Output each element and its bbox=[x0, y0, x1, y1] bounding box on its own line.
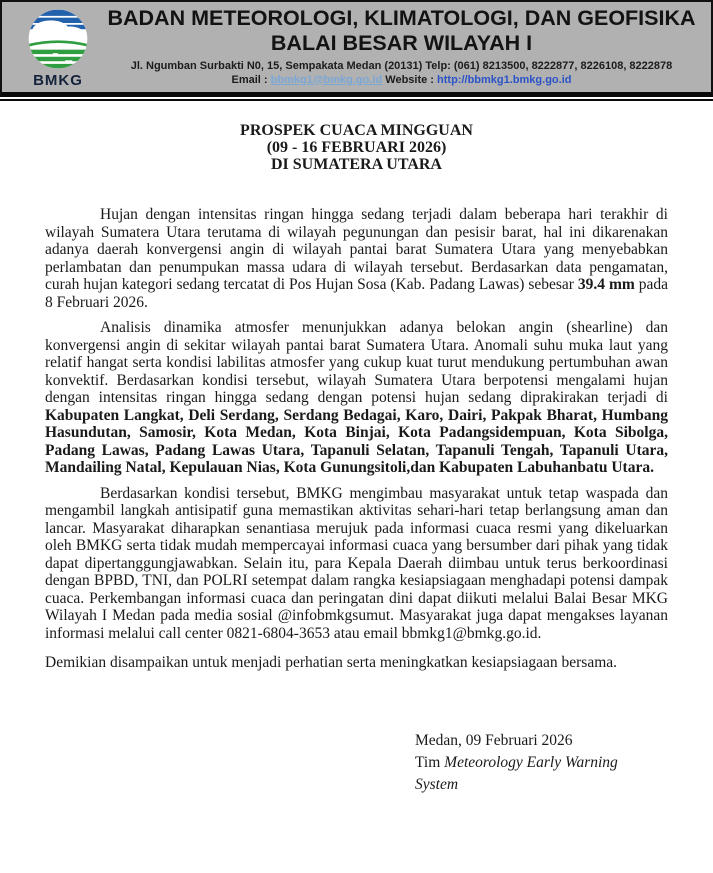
website-label: Website : bbox=[382, 73, 438, 86]
signature-block bbox=[415, 730, 645, 796]
signature-team bbox=[415, 752, 645, 796]
signature-team-prefix: Tim bbox=[415, 753, 445, 771]
paragraph-2-bold-regions: Kabupaten Langkat, Deli Serdang, Serdang Bedagai, Karo, Dairi, Pakpak Bharat, Humbang Hasundutan, Samosir, Kota Medan, Kota Binjai, Kota Padangsidempuan, Kota Sibolga, Padang Lawas, Padang Lawas Utara, Tapanuli Selatan, Tapanuli Tengah, Tapanuli Utara, Mandailing Natal, Kepulauan Nias, Kota Gunungsitoli,dan Kabupaten Labuhanbatu Utara. bbox=[45, 406, 668, 476]
paragraph-2 bbox=[45, 319, 668, 477]
paragraph-1-text: Hujan dengan intensitas ringan hingga sedang terjadi dalam beberapa hari terakhir di wilayah Sumatera Utara terutama di wilayah pegunungan dan pesisir barat, hal ini dikarenakan adanya daerah konvergensi angin di wilayah pantai barat Sumatera Utara yang menyebabkan perlambatan dan penumpukan massa udara di wilayah tersebut. Berdasarkan data pengamatan, curah hujan kategori sedang tercatat di Pos Hujan Sosa (Kab. Padang Lawas) sebesar bbox=[45, 206, 668, 293]
signature-place-date: Medan, 09 Februari 2026 bbox=[415, 731, 573, 749]
letterhead-text bbox=[100, 6, 703, 87]
paragraph-1-bold-value: 39.4 mm bbox=[577, 276, 635, 293]
org-address: Jl. Ngumban Surbakti N0, 15, Sempakata Medan (20131) Telp: (061) 8213500, 8222877, 8226108, 8222878 bbox=[130, 59, 673, 72]
paragraph-3 bbox=[45, 485, 668, 643]
email-link[interactable]: bbmkg1@bmkg.go.id bbox=[270, 73, 383, 86]
document-body bbox=[0, 101, 713, 796]
document-title bbox=[45, 122, 668, 173]
signature-team-name: Meteorology Early Warning System bbox=[415, 753, 618, 793]
paragraph-1-text-end: pada 8 Februari 2026. bbox=[45, 276, 669, 311]
paragraph-3-text: Berdasarkan kondisi tersebut, BMKG mengimbau masyarakat untuk tetap waspada dan mengambil langkah antisipatif guna memastikan aktivitas sehari-hari tetap berlangsung aman dan lancar. Masyarakat diharapkan senantiasa merujuk pada informasi cuaca resmi yang dikeluarkan oleh BMKG serta tidak mudah mempercayai informasi cuaca yang bersumber dari pihak yang tidak dapat dipertanggungjawabkan. Selain itu, para Kepala Daerah diimbau untuk terus berkoordinasi dengan BPBD, TNI, dan POLRI setempat dalam rangka kesiapsiagaan menghadapi potensi dampak cuaca. Perkembangan informasi cuaca dan peringatan dini dapat diikuti melalui Balai Besar MKG Wilayah I Medan pada media sosial @infobmkgsumut. Masyarakat juga dapat mengakses layanan informasi melalui call center 0821-6804-3653 atau email bbmkg1@bmkg.go.id. bbox=[45, 484, 668, 642]
bmkg-logo bbox=[16, 7, 100, 88]
closing-line: Demikian disampaikan untuk menjadi perhatian serta meningkatkan kesiapsiagaan bersama. bbox=[45, 654, 618, 671]
org-name-line2: BALAI BESAR WILAYAH I bbox=[270, 30, 533, 55]
org-name-line1: BADAN METEOROLOGI, KLIMATOLOGI, DAN GEOFISIKA bbox=[107, 5, 696, 30]
title-line-2: (09 - 16 FEBRUARI 2026) bbox=[266, 139, 447, 156]
email-label: Email : bbox=[231, 73, 271, 86]
title-line-1: PROSPEK CUACA MINGGUAN bbox=[240, 122, 473, 139]
org-contact bbox=[232, 73, 572, 87]
bmkg-logo-label: BMKG bbox=[33, 71, 83, 89]
letterhead bbox=[0, 0, 713, 97]
paragraph-1 bbox=[45, 206, 668, 311]
title-line-3: DI SUMATERA UTARA bbox=[271, 156, 442, 173]
website-link[interactable]: http://bbmkg1.bmkg.go.id bbox=[437, 73, 572, 86]
paragraph-2-text: Analisis dinamika atmosfer menunjukkan adanya belokan angin (shearline) dan konvergensi angin di sekitar wilayah pantai barat Sumatera Utara. Anomali suhu muka laut yang relatif hangat serta kondisi labilitas atmosfer yang cukup kuat turut mendukung pertumbuhan awan konvektif. Berdasarkan kondisi tersebut, wilayah Sumatera Utara berpotensi mengalami hujan dengan intensitas ringan hingga sedang dengan potensi hujan sedang diprakirakan terjadi di bbox=[45, 319, 668, 406]
bmkg-logo-icon bbox=[26, 7, 90, 76]
